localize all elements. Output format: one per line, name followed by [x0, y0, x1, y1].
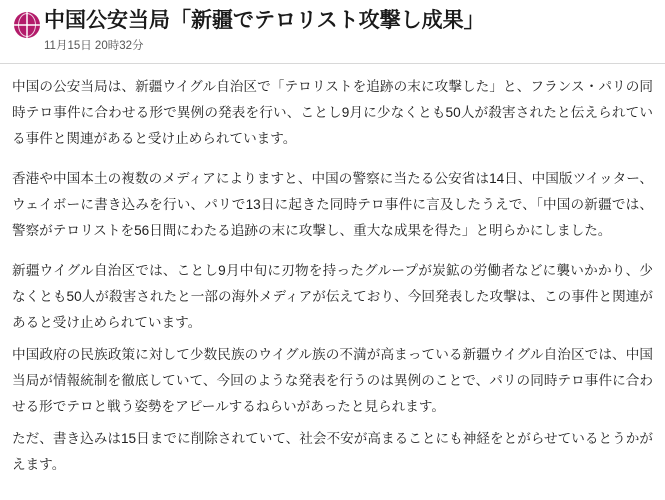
globe-icon — [14, 12, 40, 38]
article-paragraph: 中国の公安当局は、新疆ウイグル自治区で「テロリストを追跡の末に攻撃した」と、フランス・パリの同時テロ事件に合わせる形で異例の発表を行い、ことし9月に少なくとも50人が殺害されたと伝えられている事件と関連があると受け止められています。 — [12, 79, 653, 146]
article-timestamp: 11月15日 20時32分 — [44, 40, 144, 52]
article-paragraph: ただ、書き込みは15日までに削除されていて、社会不安が高まることにも神経をとがらせているとうかがえます。 — [12, 431, 653, 472]
article-paragraph: 香港や中国本土の複数のメディアによりますと、中国の警察に当たる公安省は14日、中国版ツイッター、ウェイボーに書き込みを行い、パリで13日に起きた同時テロ事件に言及したうえで、「中国の新疆では、警察がテロリストを56日間にわたる追跡の末に攻撃し、重大な成果を得た」と明らかにしました。 — [12, 171, 653, 238]
article-paragraph: 中国政府の民族政策に対して少数民族のウイグル族の不満が高まっている新疆ウイグル自治区では、中国当局が情報統制を徹底していて、今回のような発表を行うのは異例のことで、パリの同時テロ事件に合わせる形でテロと戦う姿勢をアピールするねらいがあったと見られます。 — [12, 347, 653, 414]
article-body — [0, 64, 665, 478]
logo-container — [10, 8, 44, 38]
globe-icon-inner — [18, 13, 36, 37]
article-paragraph: 新疆ウイグル自治区では、ことし9月中旬に刃物を持ったグループが炭鉱の労働者などに襲いかかり、少なくとも50人が殺害されたと一部の海外メディアが伝えており、今回発表した攻撃は、この事件と関連があると受け止められています。 — [12, 263, 653, 330]
page-title: 中国公安当局「新疆でテロリスト攻撃し成果」 — [44, 9, 485, 32]
header-text — [44, 8, 655, 53]
article-header — [0, 0, 665, 57]
